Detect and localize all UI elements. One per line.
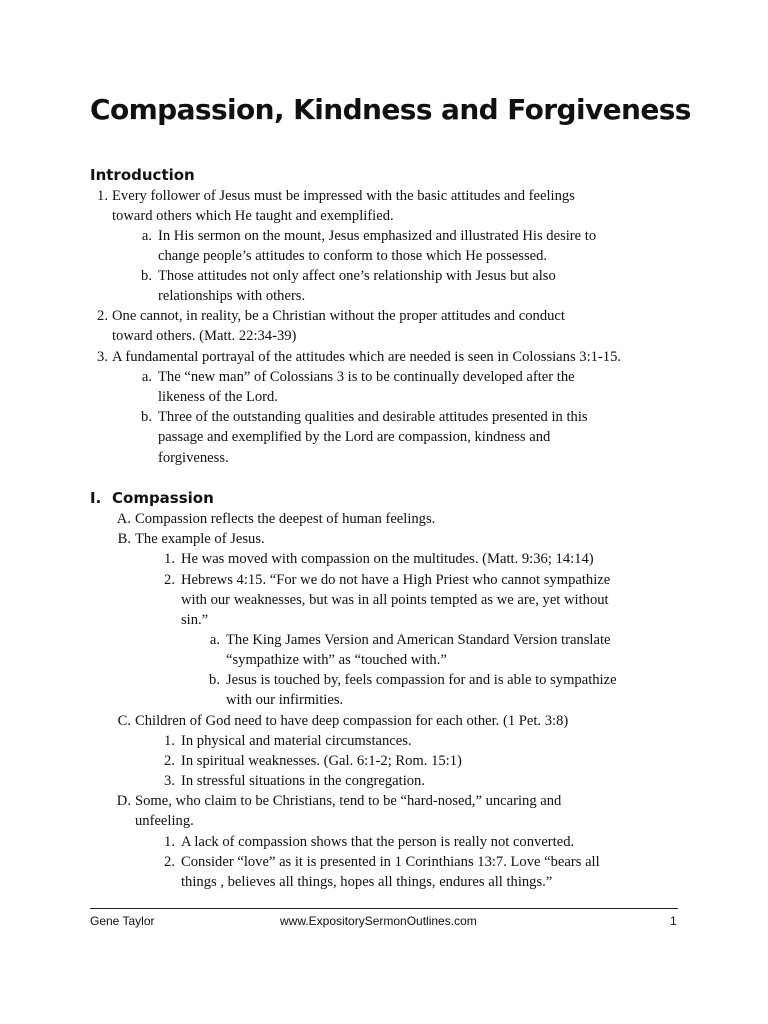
outline-item	[141, 266, 556, 286]
outline-item	[141, 226, 597, 246]
section-title: Compassion	[112, 489, 214, 507]
outline-text: The example of Jesus.	[135, 531, 265, 547]
outline-continuation: with our weaknesses, but was in all points tempted as we are, yet without	[181, 592, 609, 608]
outline-marker: A.	[116, 511, 131, 527]
outline-continuation: “sympathize with” as “touched with.”	[226, 652, 447, 668]
outline-marker: b.	[141, 268, 152, 284]
outline-item	[164, 832, 575, 852]
outline-item	[164, 852, 600, 872]
outline-text: Jesus is touched by, feels compassion for and is able to sympathize	[226, 672, 617, 688]
outline-continuation: relationships with others.	[158, 288, 306, 304]
outline-item	[117, 711, 569, 731]
outline-continuation: things , believes all things, hopes all things, endures all things.”	[181, 874, 553, 890]
outline-marker: 1.	[164, 551, 175, 567]
outline-item	[164, 771, 425, 791]
outline-marker: D.	[116, 793, 131, 809]
outline-marker: 2.	[164, 753, 175, 769]
footer-author: Gene Taylor	[90, 914, 155, 928]
outline-marker: 3.	[97, 349, 108, 365]
outline-text: Three of the outstanding qualities and desirable attitudes presented in this	[158, 409, 588, 425]
document-title: Compassion, Kindness and Forgiveness	[90, 93, 691, 126]
outline-continuation: forgiveness.	[158, 450, 229, 466]
outline-item	[97, 186, 575, 206]
outline-continuation: with our infirmities.	[226, 692, 344, 708]
outline-item	[116, 509, 436, 529]
outline-marker: 2.	[164, 854, 175, 870]
outline-text: Compassion reflects the deepest of human feelings.	[135, 511, 436, 527]
outline-continuation: change people’s attitudes to conform to those which He possessed.	[158, 248, 548, 264]
outline-marker: 2.	[97, 308, 108, 324]
outline-item	[117, 529, 265, 549]
outline-text: Hebrews 4:15. “For we do not have a High Priest who cannot sympathize	[181, 572, 611, 588]
outline-text: The King James Version and American Standard Version translate	[226, 632, 611, 648]
outline-marker: b.	[209, 672, 220, 688]
section-number: I.	[90, 489, 102, 507]
outline-item	[209, 630, 611, 650]
footer-website: www.ExpositorySermonOutlines.com	[280, 914, 477, 928]
outline-item	[209, 670, 617, 690]
outline-marker: 1.	[164, 834, 175, 850]
outline-item	[141, 367, 575, 387]
outline-marker: 1.	[164, 733, 175, 749]
outline-text: Consider “love” as it is presented in 1 Corinthians 13:7. Love “bears all	[181, 854, 600, 870]
outline-item	[97, 306, 565, 326]
outline-continuation: sin.”	[181, 612, 209, 628]
outline-text: Some, who claim to be Christians, tend to be “hard-nosed,” uncaring and	[135, 793, 562, 809]
outline-item	[97, 347, 622, 367]
outline-text: Every follower of Jesus must be impressed with the basic attitudes and feelings	[112, 188, 575, 204]
outline-text: In physical and material circumstances.	[181, 733, 412, 749]
outline-text: In stressful situations in the congregation.	[181, 773, 425, 789]
outline-continuation: toward others which He taught and exemplified.	[112, 208, 394, 224]
outline-marker: a.	[141, 369, 152, 385]
outline-item	[116, 791, 562, 811]
outline-text: A fundamental portrayal of the attitudes which are needed is seen in Colossians 3:1-15.	[112, 349, 622, 365]
outline-continuation: passage and exemplified by the Lord are compassion, kindness and	[158, 429, 551, 445]
outline-text: He was moved with compassion on the multitudes. (Matt. 9:36; 14:14)	[181, 551, 594, 567]
outline-text: One cannot, in reality, be a Christian without the proper attitudes and conduct	[112, 308, 565, 324]
outline-text: Children of God need to have deep compassion for each other. (1 Pet. 3:8)	[135, 713, 569, 729]
outline-item	[164, 570, 611, 590]
outline-text: The “new man” of Colossians 3 is to be continually developed after the	[158, 369, 575, 385]
outline-text: In spiritual weaknesses. (Gal. 6:1-2; Rom. 15:1)	[181, 753, 462, 769]
outline-item	[141, 407, 588, 427]
introduction-heading: Introduction	[90, 166, 195, 184]
outline-continuation: likeness of the Lord.	[158, 389, 278, 405]
outline-text: Those attitudes not only affect one’s relationship with Jesus but also	[158, 268, 556, 284]
outline-marker: C.	[117, 713, 131, 729]
section-heading-compassion	[90, 487, 214, 509]
outline-marker: B.	[117, 531, 131, 547]
outline-text: In His sermon on the mount, Jesus emphasized and illustrated His desire to	[158, 228, 597, 244]
outline-item	[164, 549, 594, 569]
outline-marker: a.	[141, 228, 152, 244]
outline-marker: 3.	[164, 773, 175, 789]
outline-marker: 2.	[164, 572, 175, 588]
outline-item	[164, 751, 462, 771]
outline-marker: a.	[209, 632, 220, 648]
outline-marker: b.	[141, 409, 152, 425]
footer-page-number: 1	[670, 914, 677, 928]
outline-marker: 1.	[97, 188, 108, 204]
outline-text: A lack of compassion shows that the person is really not converted.	[181, 834, 575, 850]
outline-continuation: toward others. (Matt. 22:34-39)	[112, 328, 297, 344]
outline-continuation: unfeeling.	[135, 813, 194, 829]
outline-item	[164, 731, 412, 751]
footer-divider	[90, 908, 678, 909]
